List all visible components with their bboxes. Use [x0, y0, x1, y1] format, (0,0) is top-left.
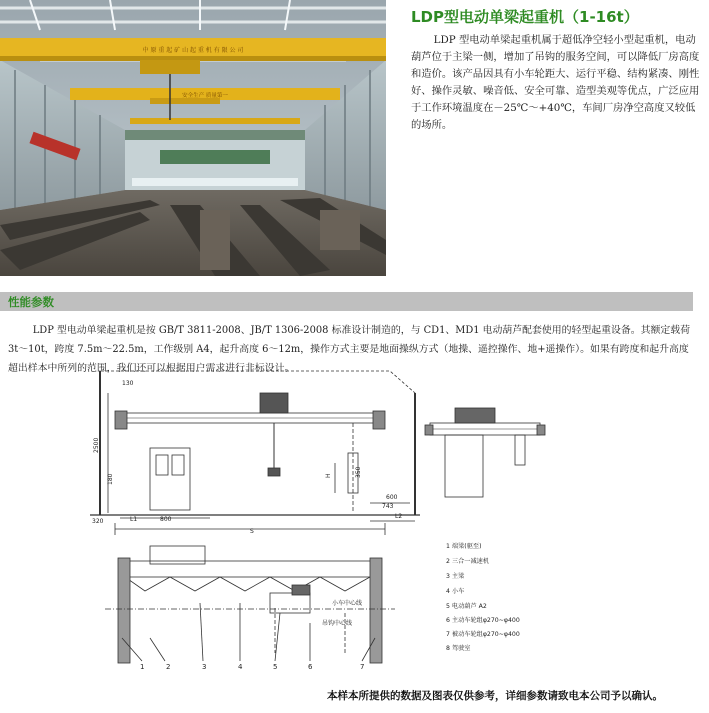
part-number-3: 3 [202, 663, 207, 671]
dim-350: 350 [355, 466, 362, 478]
label-hook-center: 吊钩中心线 [322, 620, 353, 627]
dim-L2: L2 [395, 513, 403, 520]
dim-800: 800 [160, 516, 172, 523]
parts-legend [446, 542, 520, 652]
footer-note: 本样本所提供的数据及图表仅供参考，详细参数请致电本公司予以确认。 [327, 690, 663, 702]
part-number-4: 4 [238, 663, 243, 671]
page-title: LDP型电动单梁起重机（1-16t） [411, 8, 639, 26]
part-number-7: 7 [360, 663, 365, 671]
dim-600: 600 [386, 494, 398, 501]
parameter-paragraph: LDP 型电动单梁起重机是按 GB/T 3811-2008、JB/T 1306-2008 标准设计制造的，与 CD1、MD1 电动葫芦配套使用的轻型起重设备。其额定载荷 3t～10t，跨度 7.5m～22.5m，工作级别 A4，起升高度 6～12m，操作方式主要是地面操纵方式（地操、遥控操作、地+遥操作）。如果有跨度和起升高度超出样本中所列的范围，我们还可以根据用户需求进行非标设计。 [8, 325, 691, 374]
section-title: 性能参数 [8, 295, 54, 309]
dim-180: 180 [107, 473, 114, 485]
section-header-bar [0, 292, 693, 311]
part-number-1: 1 [140, 663, 145, 671]
legend-item: 1 端梁(驱至) [446, 543, 482, 550]
part-number-2: 2 [166, 663, 171, 671]
plan-view [105, 546, 395, 671]
dim-H: H [325, 473, 332, 478]
legend-item: 4 小车 [446, 588, 465, 595]
part-number-5: 5 [273, 663, 278, 671]
front-elevation-view [90, 371, 420, 535]
beam-text-lower: 安全生产 质量第一 [182, 93, 228, 99]
crane-factory-photo [0, 0, 386, 276]
side-elevation-view [425, 408, 545, 497]
dim-743: 743 [382, 503, 394, 510]
beam-text-upper: 中 原 重 起 矿 山 起 重 机 有 限 公 司 [142, 47, 244, 54]
legend-item: 6 主动车轮组φ270~φ400 [446, 617, 520, 624]
legend-item: 8 驾驶室 [446, 645, 471, 652]
dim-130: 130 [122, 380, 134, 387]
label-trolley-center: 小车中心线 [332, 600, 363, 607]
dim-2500: 2500 [93, 437, 100, 453]
dim-L1: L1 [130, 516, 138, 523]
crane-technical-drawing [70, 363, 709, 681]
legend-item: 3 主梁 [446, 573, 465, 580]
legend-item: 5 电动葫芦 A2 [446, 603, 487, 610]
legend-item: 7 被动车轮组φ270~φ400 [446, 631, 520, 638]
legend-item: 2 三合一减速机 [446, 558, 490, 565]
intro-paragraph: LDP 型电动单梁起重机属于超低净空轻小型起重机，电动葫芦位于主梁一侧，增加了吊钩的服务空间，可以降低厂房高度和造价。该产品因具有小车轮距大、运行平稳、结构紧凑、刚性好、操作灵敏、噪音低、安全可靠、造型美观等优点，广泛应用于工作环境温度在－25℃～+40℃，车间厂房净空高度又较低的场所。 [411, 34, 700, 131]
part-number-6: 6 [308, 663, 313, 671]
dim-S: S [250, 528, 254, 535]
dim-320: 320 [92, 518, 104, 525]
